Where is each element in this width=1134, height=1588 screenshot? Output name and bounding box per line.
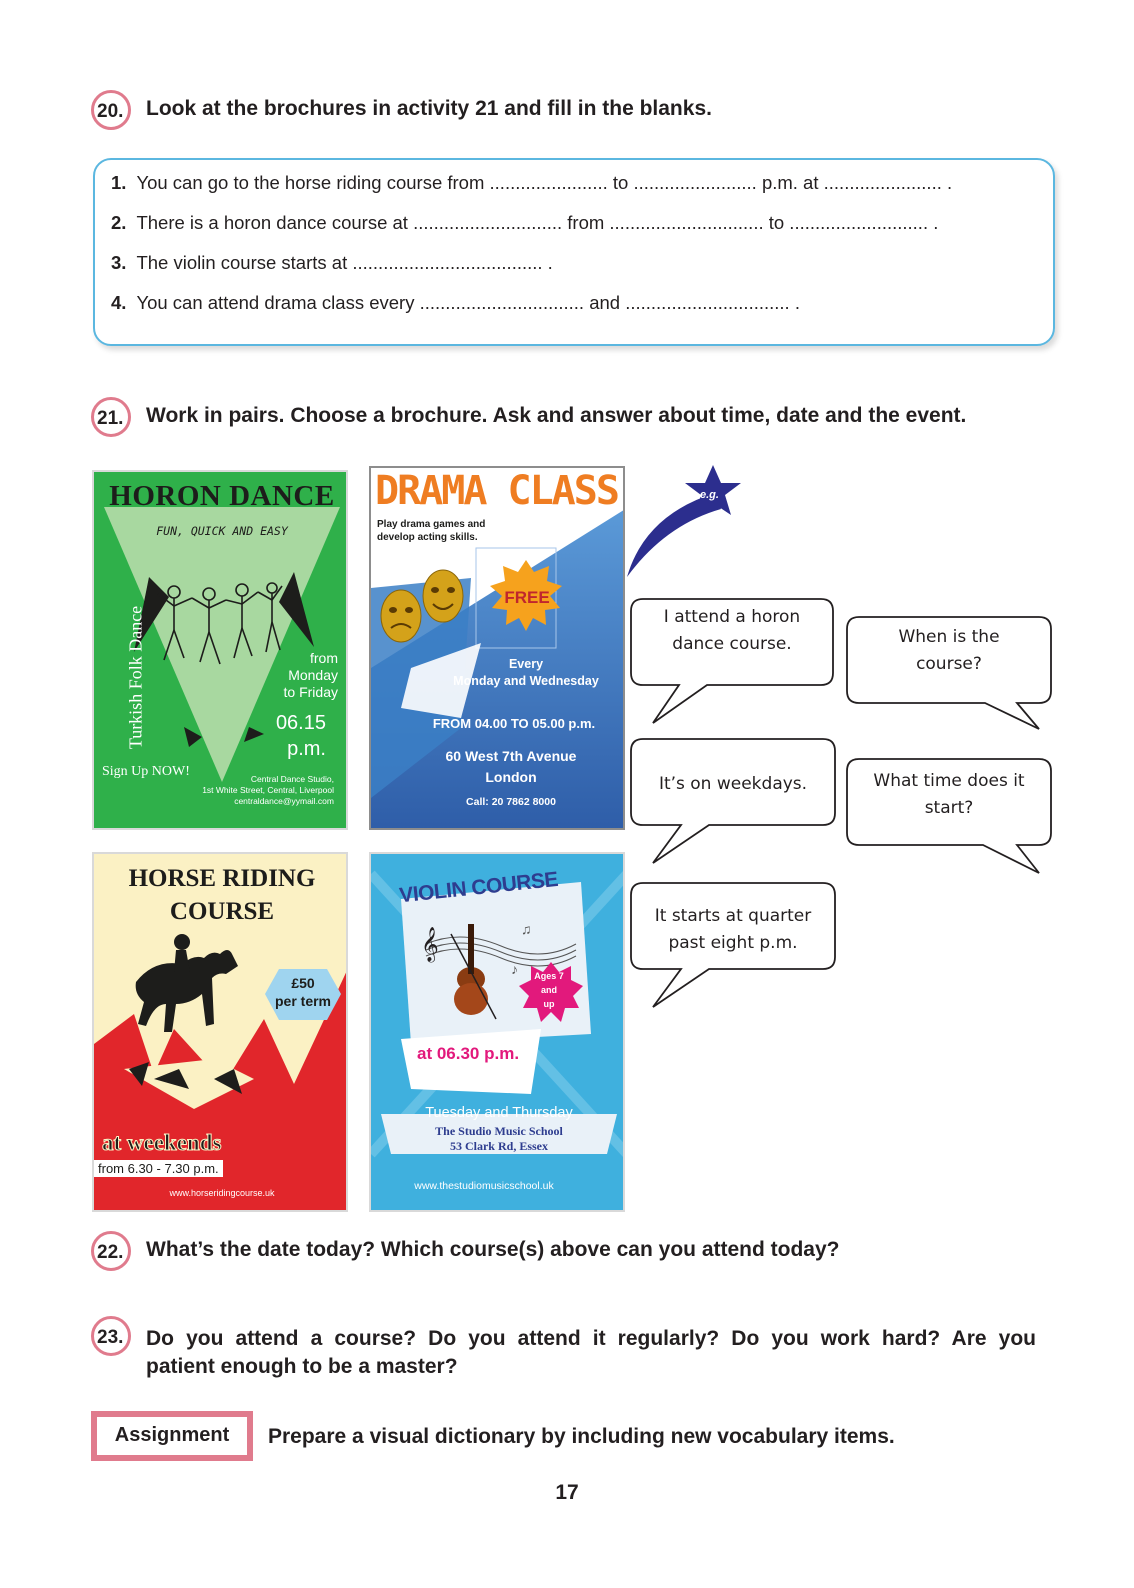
horon-time-2: p.m. (287, 738, 326, 760)
speech-bubble-1: I attend a horon dance course. (663, 607, 801, 654)
example-star-icon (625, 465, 750, 585)
drama-class-brochure[interactable] (369, 466, 625, 830)
assignment-label: Assignment (97, 1417, 247, 1455)
violin-title: VIOLIN COURSE (398, 867, 560, 908)
drama-days: Every Monday and Wednesday (453, 657, 599, 688)
question-21-title: Work in pairs. Choose a brochure. Ask and answer about time, date and the event. (146, 404, 967, 427)
horse-url: www.horseridingcourse.uk (169, 1188, 275, 1198)
assignment-text: Prepare a visual dictionary by including new vocabulary items. (268, 1425, 895, 1448)
svg-text:♫: ♫ (521, 921, 532, 937)
fill-item-4: 4. You can attend drama class every ................................ and ................................ . (111, 292, 800, 313)
fill-item-1: 1. You can go to the horse riding course from ....................... to ........................ p.m. at ....................... . (111, 172, 953, 193)
drama-call: Call: 20 7862 8000 (466, 796, 556, 808)
horse-price: £50 per term (274, 975, 332, 1009)
question-23-title: Do you attend a course? Do you attend it regularly? Do you work hard? Are you patient enough to be a master? (146, 1327, 1036, 1378)
fill-in-blanks-box (93, 158, 1055, 346)
svg-text:𝄞: 𝄞 (421, 927, 439, 962)
assignment-label-box (91, 1411, 253, 1461)
speech-bubble-5: It starts at quarter past eight p.m. (654, 906, 812, 953)
violin-days: Tuesday and Thursday (425, 1105, 573, 1121)
horse-title: HORSE RIDING COURSE (128, 865, 316, 925)
horon-days: from Monday to Friday (283, 650, 338, 700)
question-number-20: 20. (91, 90, 131, 130)
drama-time: FROM 04.00 TO 05.00 p.m. (432, 716, 596, 731)
violin-brochure[interactable] (369, 852, 625, 1212)
speech-bubble-2: When is the course? (898, 627, 1000, 674)
speech-bubble-3: It’s on weekdays. (658, 774, 808, 794)
svg-text:♪: ♪ (511, 961, 518, 977)
question-number-22: 22. (91, 1231, 131, 1271)
violin-time: at 06.30 p.m. (417, 1044, 520, 1063)
question-number-23: 23. (91, 1316, 131, 1356)
horse-riding-brochure[interactable] (92, 852, 348, 1212)
fill-item-2: 2. There is a horon dance course at ............................. from .............................. to ........................... . (111, 212, 939, 233)
drama-title: DRAMA CLASS (375, 468, 618, 514)
horon-signup: Sign Up NOW! (102, 764, 190, 779)
horon-dance-brochure[interactable] (92, 470, 348, 830)
horon-address: Central Dance Studio, 1st White Street, Central, Liverpool centraldance@yymail.com (202, 774, 334, 806)
horon-title: HORON DANCE (109, 480, 335, 512)
fill-item-3: 3. The violin course starts at ..................................... . (111, 252, 553, 273)
horon-side-text: Turkish Folk Dance (125, 605, 146, 750)
question-20-title: Look at the brochures in activity 21 and fill in the blanks. (146, 97, 712, 120)
violin-ages: Ages 7 and up (534, 971, 564, 1009)
violin-school: The Studio Music School 53 Clark Rd, Essex (435, 1124, 563, 1153)
question-number-21: 21. (91, 397, 131, 437)
horon-subtitle: FUN, QUICK AND EASY (156, 524, 288, 538)
page-number: 17 (555, 1481, 579, 1504)
drama-address: 60 West 7th Avenue London (445, 748, 577, 785)
horse-weekends: at weekends (102, 1130, 222, 1155)
question-22-title: What’s the date today? Which course(s) above can you attend today? (146, 1238, 840, 1261)
example-tag: e.g. (700, 489, 719, 501)
speech-bubble-4: What time does it start? (873, 771, 1025, 818)
drama-free-badge: FREE (504, 588, 550, 607)
violin-url: www.thestudiomusicschool.uk (414, 1180, 554, 1192)
violin-background-shapes (371, 854, 625, 1212)
drama-subtitle: Play drama games and develop acting skills. (377, 519, 486, 543)
horon-time-1: 06.15 (275, 712, 326, 734)
horse-time: from 6.30 - 7.30 p.m. (94, 1160, 223, 1177)
